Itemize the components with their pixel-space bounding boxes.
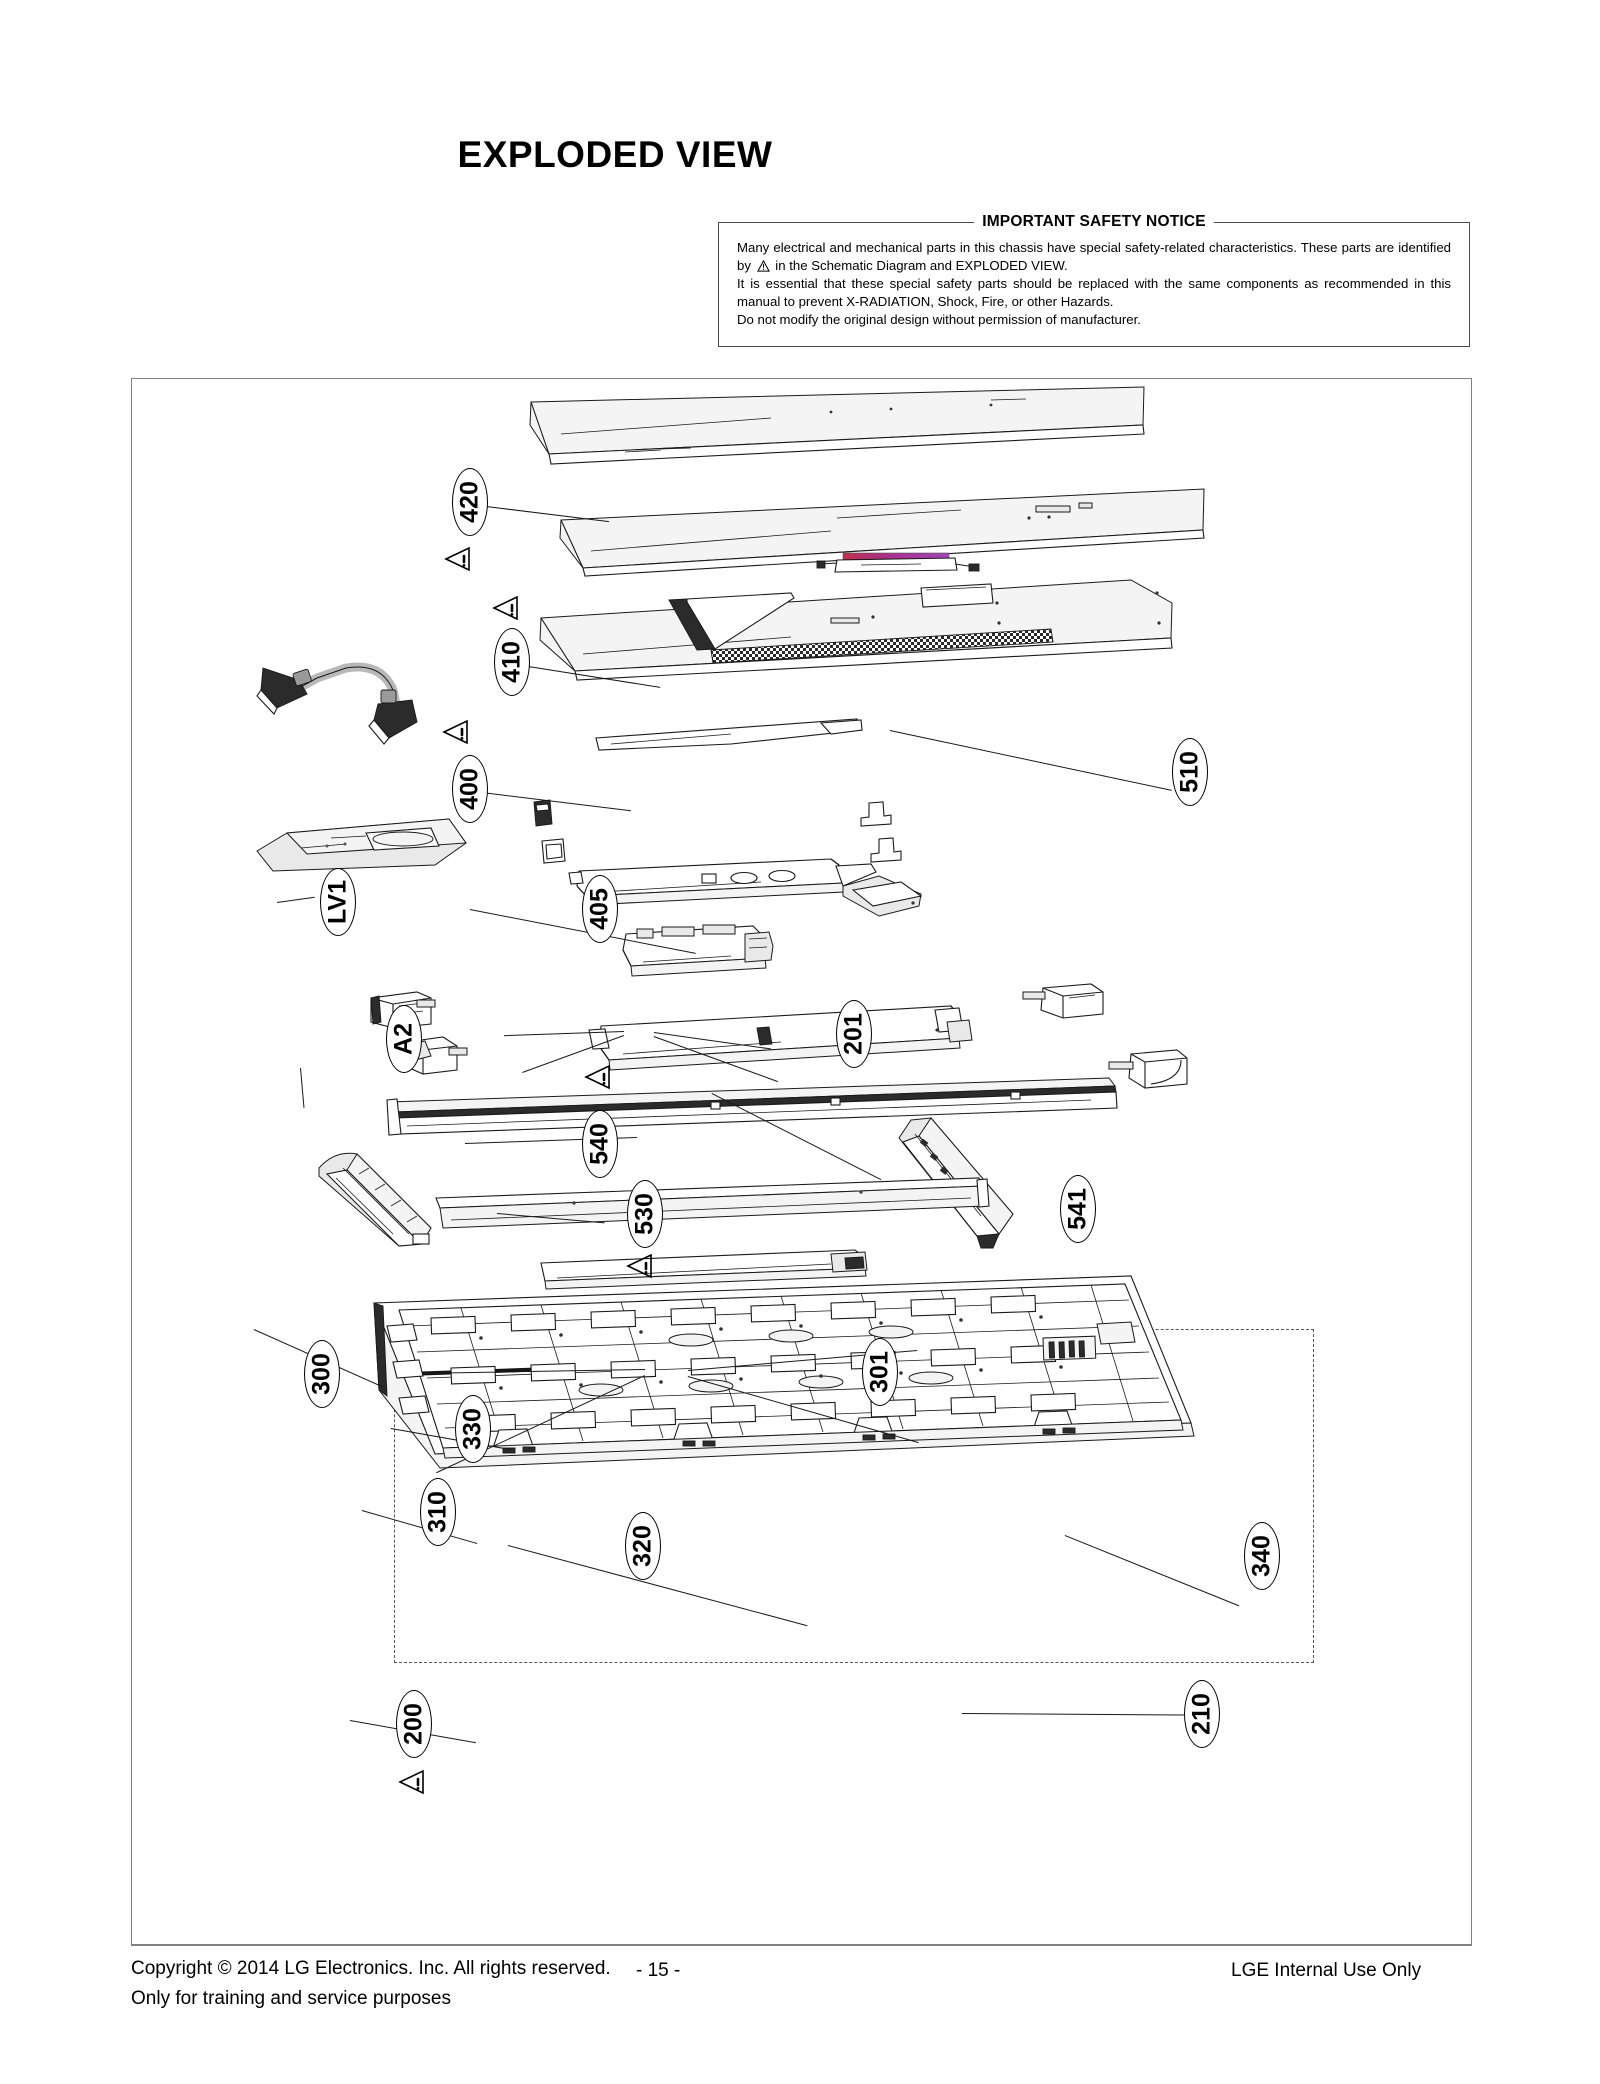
safety-notice-heading: IMPORTANT SAFETY NOTICE [718,213,1470,233]
callout-420-label: 420 [455,481,484,523]
callout-310-label: 310 [423,1491,452,1533]
callout-320-label: 320 [628,1525,657,1567]
callout-310[interactable] [420,1478,456,1546]
safety-notice-text [719,223,1469,346]
internal-use-notice: LGE Internal Use Only [1231,1960,1422,1981]
important-safety-notice-box [718,222,1470,347]
callout-A2[interactable] [386,1005,422,1073]
part-530-shape [589,1006,972,1070]
part-210-shape [541,1250,867,1289]
callout-405-label: 405 [585,888,614,930]
safety-paragraph-2: It is essential that these special safety parts should be replaced with the same components as recommended in this manual to prevent X-RADIATION, Shock, Fire, or other Hazards. [737,275,1451,309]
callout-420[interactable] [452,468,488,536]
callout-320[interactable] [625,1512,661,1580]
callout-400-label: 400 [455,768,484,810]
callout-301-label: 301 [865,1351,894,1393]
callout-300[interactable] [304,1340,340,1408]
page-number: - 15 - [636,1960,681,1981]
warning-triangle-icon-420 [442,545,472,573]
part-541-shape [623,925,773,976]
callout-301[interactable] [862,1338,898,1406]
callout-LV1[interactable] [320,868,356,936]
warning-triangle-icon-530 [624,1252,654,1280]
callout-410-label: 410 [497,641,526,683]
callout-340[interactable] [1244,1522,1280,1590]
callout-210[interactable] [1184,1680,1220,1748]
callout-340-label: 340 [1247,1535,1276,1577]
safety-paragraph-3: Do not modify the original design without permission of manufacturer. [737,311,1141,327]
part-540-shape [569,859,921,916]
page-footer [131,1958,1472,2048]
part-A2-shape [257,819,466,871]
callout-541-label: 541 [1063,1188,1092,1230]
part-420-shape [530,387,1144,464]
callout-410[interactable] [494,628,530,696]
callout-541[interactable] [1060,1175,1096,1243]
safety-paragraph-1b: in the Schematic Diagram and EXPLODED VIEW. [775,257,1068,273]
callout-210-label: 210 [1187,1693,1216,1735]
callout-200-label: 200 [399,1703,428,1745]
callout-A2-label: A2 [389,1023,418,1055]
callout-540[interactable] [582,1110,618,1178]
copyright-line-1: Copyright © 2014 LG Electronics. Inc. All rights reserved. [131,1958,611,1979]
callout-200[interactable] [396,1690,432,1758]
callout-300-label: 300 [307,1353,336,1395]
safety-paragraph-1a: Many electrical and mechanical parts in this chassis have special safety-related characteristics. These parts are identified by [737,240,1451,273]
warning-triangle-icon [757,259,770,271]
part-330-shape [387,1078,1117,1135]
callout-LV1-label: LV1 [323,880,352,924]
footer-divider [131,1945,1472,1946]
part-320-shape [436,1178,989,1228]
warning-triangle-icon-540 [582,1063,612,1091]
callout-201[interactable] [836,1000,872,1068]
callout-330[interactable] [455,1395,491,1463]
page-title: EXPLODED VIEW [457,134,773,175]
warning-triangle-icon-410 [490,594,520,622]
callout-330-label: 330 [458,1408,487,1450]
warning-triangle-icon-400 [440,718,470,746]
warning-triangle-icon-200 [396,1768,426,1796]
parts-illustration-layer [131,378,1472,1945]
callout-530-label: 530 [630,1193,659,1235]
callout-400[interactable] [452,755,488,823]
safety-paragraph-1 [737,239,1451,275]
part-405-shape [596,719,862,750]
callout-530[interactable] [627,1180,663,1248]
copyright-line-2: Only for training and service purposes [131,1988,451,2009]
callout-510[interactable] [1172,738,1208,806]
part-LV1-shape [257,667,417,744]
part-310-shape [319,1153,431,1246]
callout-540-label: 540 [585,1123,614,1165]
callout-201-label: 201 [839,1013,868,1055]
callout-405[interactable] [582,875,618,943]
part-201-shapes [534,800,901,863]
part-400-shape [540,580,1172,680]
callout-510-label: 510 [1175,751,1204,793]
